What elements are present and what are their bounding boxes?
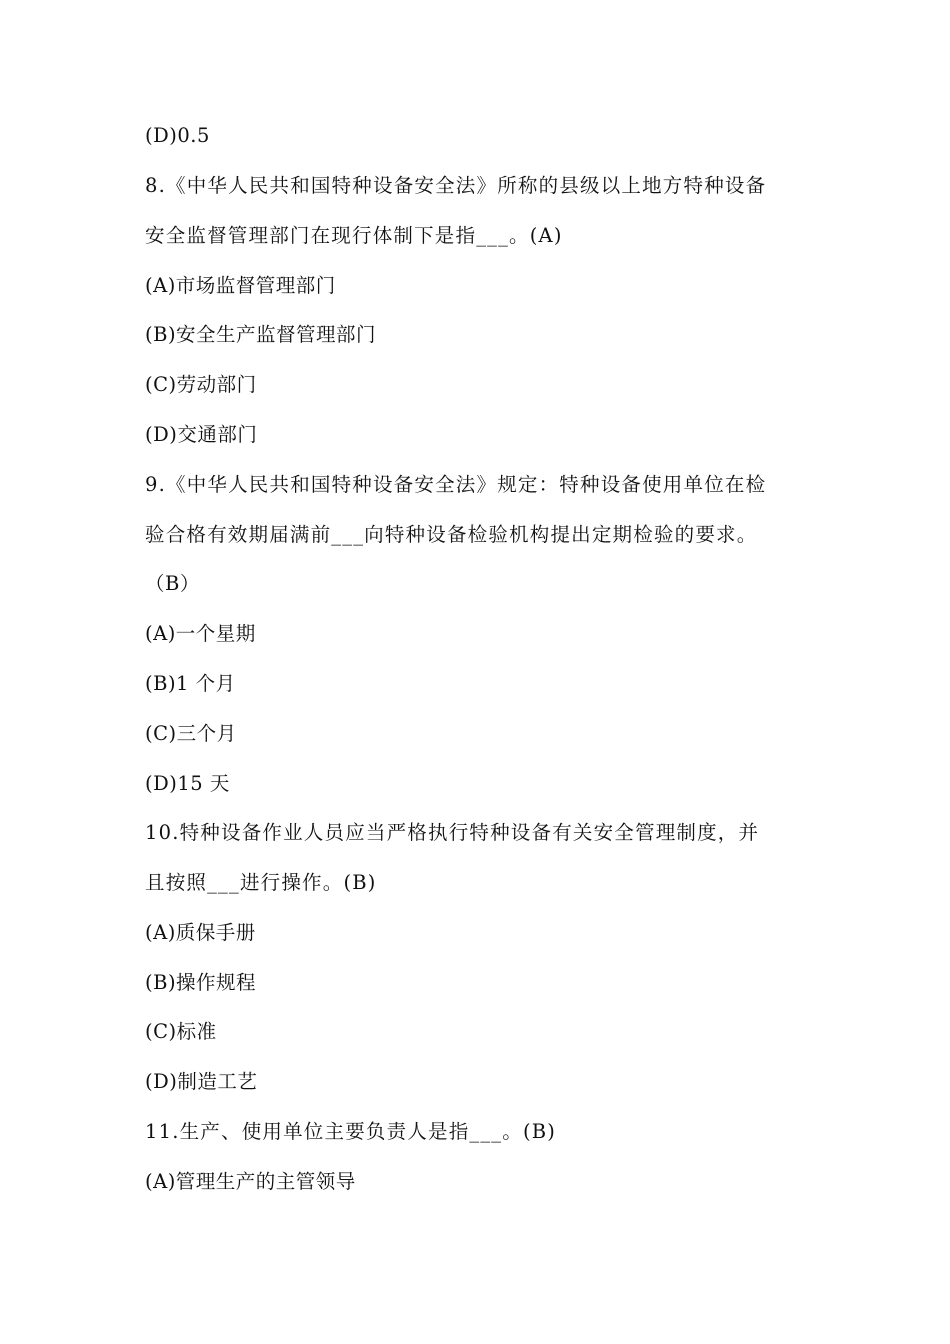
q8-text-line-1: 8.《中华人民共和国特种设备安全法》所称的县级以上地方特种设备 xyxy=(145,174,767,197)
q8-text-line-2: 安全监督管理部门在现行体制下是指___。(A) xyxy=(145,224,563,247)
q10-text-line-2: 且按照___进行操作。(B) xyxy=(145,871,377,894)
q8-option-c: (C)劳动部门 xyxy=(145,373,257,396)
q9-option-a: (A)一个星期 xyxy=(145,622,256,645)
q10-option-c: (C)标准 xyxy=(145,1020,217,1043)
q10-option-d: (D)制造工艺 xyxy=(145,1070,258,1093)
q10-text-line-1: 10.特种设备作业人员应当严格执行特种设备有关安全管理制度，并 xyxy=(145,821,760,844)
q9-text-line-1: 9.《中华人民共和国特种设备安全法》规定：特种设备使用单位在检 xyxy=(145,473,767,496)
q8-option-d: (D)交通部门 xyxy=(145,423,258,446)
q9-text-line-2: 验合格有效期届满前___向特种设备检验机构提出定期检验的要求。 xyxy=(145,523,758,546)
q8-option-a: (A)市场监督管理部门 xyxy=(145,274,336,297)
q11-text-line-1: 11.生产、使用单位主要负责人是指___。(B) xyxy=(145,1120,557,1143)
q10-option-b: (B)操作规程 xyxy=(145,971,257,994)
q9-answer: （B） xyxy=(145,572,200,595)
q11-option-a: (A)管理生产的主管领导 xyxy=(145,1170,356,1193)
q10-option-a: (A)质保手册 xyxy=(145,921,256,944)
q7-option-d: (D)0.5 xyxy=(145,124,210,147)
q9-option-d: (D)15 天 xyxy=(145,772,230,795)
q9-option-c: (C)三个月 xyxy=(145,722,237,745)
q9-option-b: (B)1 个月 xyxy=(145,672,236,695)
q8-option-b: (B)安全生产监督管理部门 xyxy=(145,323,377,346)
